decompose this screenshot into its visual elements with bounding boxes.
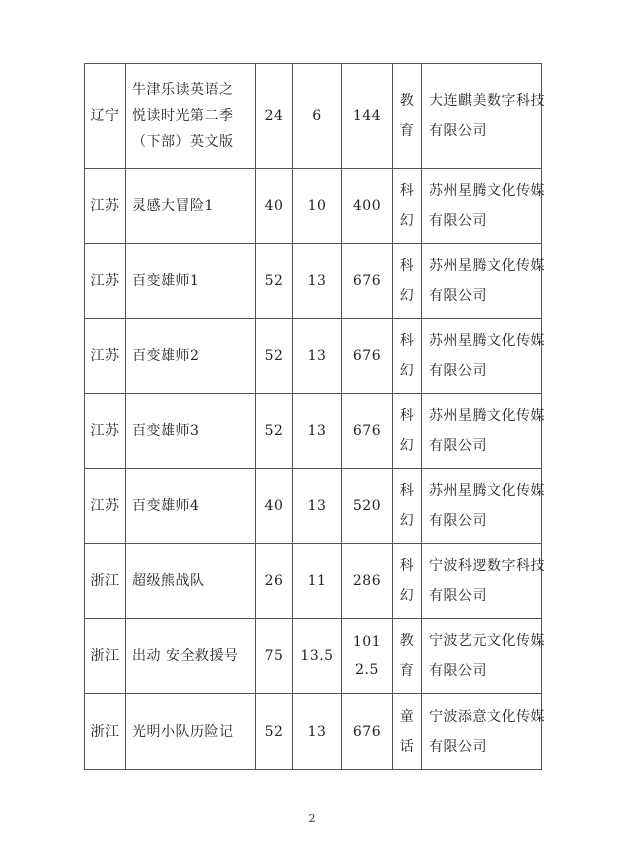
genre-cell	[393, 169, 422, 244]
genre-text: 童话	[399, 708, 415, 755]
table-row	[85, 64, 542, 169]
total-minutes-cell	[342, 169, 393, 244]
genre-text: 科幻	[399, 183, 415, 229]
genre-text: 科幻	[399, 333, 415, 379]
genre-cell	[393, 64, 422, 169]
region-cell: 江苏	[85, 319, 126, 394]
episodes-cell: 52	[256, 319, 293, 394]
title-text: 百变雄师3	[132, 423, 200, 439]
region-cell: 浙江	[85, 694, 126, 770]
genre-text: 科幻	[399, 258, 415, 304]
episodes-cell: 26	[256, 544, 293, 619]
page-number: 2	[308, 812, 316, 825]
title-text: 超级熊战队	[132, 573, 205, 589]
company-text: 苏州星腾文化传媒有限公司	[429, 408, 545, 454]
episodes-cell: 24	[256, 64, 293, 169]
title-cell	[126, 394, 256, 469]
company-text: 苏州星腾文化传媒有限公司	[429, 183, 545, 229]
genre-cell	[393, 244, 422, 319]
table-row	[85, 319, 542, 394]
table-row	[85, 544, 542, 619]
title-cell	[126, 619, 256, 694]
company-cell	[422, 319, 545, 394]
region-cell: 江苏	[85, 244, 126, 319]
table-row	[85, 619, 542, 694]
total-minutes-cell	[342, 694, 393, 770]
total-minutes-text: 400	[352, 198, 382, 214]
total-minutes-cell	[342, 244, 393, 319]
genre-text: 科幻	[399, 558, 415, 604]
table-row	[85, 244, 542, 319]
genre-text: 教育	[399, 93, 415, 139]
total-minutes-text: 1012.5	[352, 634, 382, 678]
company-text: 大连麒美数字科技有限公司	[429, 93, 545, 139]
episodes-cell: 40	[256, 169, 293, 244]
company-cell	[422, 619, 545, 694]
minutes-cell: 10	[293, 169, 342, 244]
episodes-cell: 40	[256, 469, 293, 544]
company-text: 宁波添意文化传媒有限公司	[429, 708, 545, 755]
title-cell	[126, 319, 256, 394]
total-minutes-text: 676	[352, 723, 382, 740]
animation-catalog-table	[84, 63, 545, 770]
region-cell: 江苏	[85, 469, 126, 544]
title-cell	[126, 244, 256, 319]
company-cell	[422, 469, 545, 544]
episodes-cell: 75	[256, 619, 293, 694]
company-cell	[422, 394, 545, 469]
total-minutes-cell	[342, 619, 393, 694]
genre-cell	[393, 469, 422, 544]
genre-cell	[393, 319, 422, 394]
company-cell	[422, 694, 545, 770]
title-text: 百变雄师2	[132, 348, 200, 364]
minutes-cell: 13.5	[293, 619, 342, 694]
total-minutes-text: 676	[352, 273, 382, 289]
title-text: 百变雄师1	[132, 273, 200, 289]
total-minutes-text: 676	[352, 348, 382, 364]
title-text: 出动 安全救援号	[132, 648, 239, 664]
total-minutes-cell	[342, 64, 393, 169]
table-row	[85, 394, 542, 469]
total-minutes-text: 676	[352, 423, 382, 439]
genre-cell	[393, 619, 422, 694]
minutes-cell: 13	[293, 694, 342, 770]
title-text: 光明小队历险记	[132, 723, 234, 740]
title-cell	[126, 469, 256, 544]
episodes-cell: 52	[256, 394, 293, 469]
genre-cell	[393, 694, 422, 770]
title-cell	[126, 544, 256, 619]
title-text: 牛津乐读英语之悦读时光第二季（下部）英文版	[132, 82, 234, 150]
total-minutes-cell	[342, 544, 393, 619]
genre-cell	[393, 544, 422, 619]
genre-text: 科幻	[399, 408, 415, 454]
company-cell	[422, 169, 545, 244]
total-minutes-cell	[342, 319, 393, 394]
title-text: 百变雄师4	[132, 498, 200, 514]
company-cell	[422, 544, 545, 619]
company-text: 宁波艺元文化传媒有限公司	[429, 633, 545, 679]
company-text: 宁波科逻数字科技有限公司	[429, 558, 545, 604]
total-minutes-text: 520	[352, 498, 382, 514]
title-text: 灵感大冒险1	[132, 198, 214, 214]
region-cell: 江苏	[85, 169, 126, 244]
total-minutes-text: 144	[352, 108, 382, 124]
table-row	[85, 694, 542, 770]
title-cell	[126, 694, 256, 770]
genre-cell	[393, 394, 422, 469]
minutes-cell: 13	[293, 244, 342, 319]
table-row	[85, 169, 542, 244]
company-text: 苏州星腾文化传媒有限公司	[429, 483, 545, 529]
title-cell	[126, 169, 256, 244]
region-cell: 浙江	[85, 544, 126, 619]
company-text: 苏州星腾文化传媒有限公司	[429, 258, 545, 304]
minutes-cell: 13	[293, 469, 342, 544]
episodes-cell: 52	[256, 244, 293, 319]
total-minutes-cell	[342, 394, 393, 469]
minutes-cell: 13	[293, 319, 342, 394]
genre-text: 科幻	[399, 483, 415, 529]
minutes-cell: 6	[293, 64, 342, 169]
minutes-cell: 13	[293, 394, 342, 469]
episodes-cell: 52	[256, 694, 293, 770]
region-cell: 辽宁	[85, 64, 126, 169]
company-cell	[422, 64, 545, 169]
company-text: 苏州星腾文化传媒有限公司	[429, 333, 545, 379]
total-minutes-text: 286	[352, 573, 382, 589]
company-cell	[422, 244, 545, 319]
genre-text: 教育	[399, 633, 415, 679]
region-cell: 江苏	[85, 394, 126, 469]
total-minutes-cell	[342, 469, 393, 544]
minutes-cell: 11	[293, 544, 342, 619]
table-body	[85, 64, 545, 770]
region-cell: 浙江	[85, 619, 126, 694]
table-row	[85, 469, 542, 544]
title-cell	[126, 64, 256, 169]
